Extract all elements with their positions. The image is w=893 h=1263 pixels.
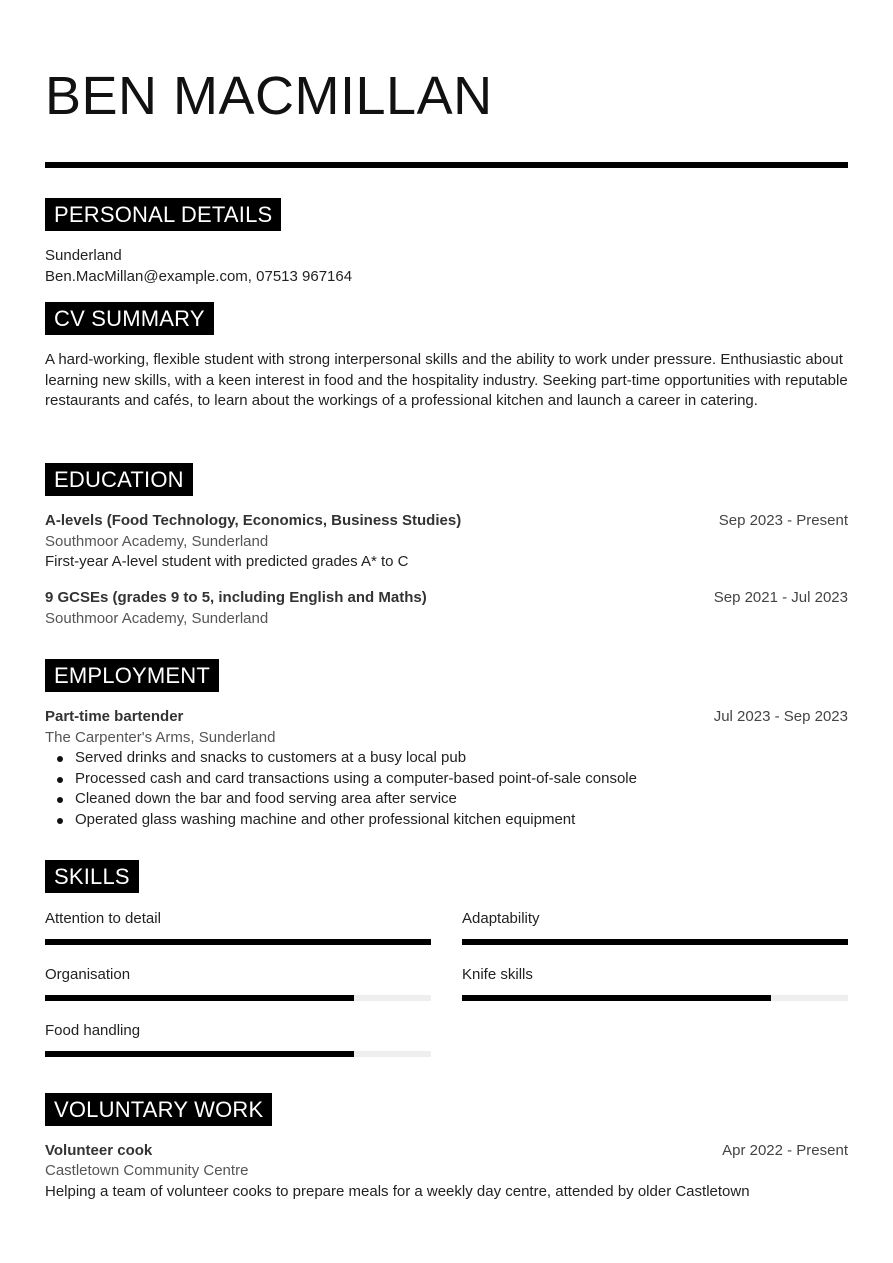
volunteer-organisation: Castletown Community Centre [45,1162,249,1179]
list-item: Cleaned down the bar and food serving area after service [45,789,848,810]
job-title: Part-time bartender [45,708,184,725]
skill-label: Adaptability [462,910,540,927]
candidate-name: BEN MACMILLAN [45,66,493,126]
volunteer-description: Helping a team of volunteer cooks to prepare meals for a weekly day centre, attended by older Castletown [45,1183,750,1200]
skill-level-bar [45,995,431,1001]
header-divider [45,162,848,168]
employer: The Carpenter's Arms, Sunderland [45,729,276,746]
skill-item [462,909,848,945]
location: Sunderland [45,247,122,264]
job-dates: Jul 2023 - Sep 2023 [713,708,848,725]
skill-label: Organisation [45,966,131,983]
skill-level-bar [462,939,848,945]
skill-level-bar [45,939,431,945]
section-heading-skills: SKILLS [45,860,139,893]
skill-level-bar [462,995,848,1001]
education-title: 9 GCSEs (grades 9 to 5, including English and Maths) [45,589,427,606]
skill-item [45,1021,431,1057]
skill-level-fill [45,1051,354,1057]
education-title: A-levels (Food Technology, Economics, Business Studies) [45,512,462,529]
cv-page [45,0,848,1263]
education-institution: Southmoor Academy, Sunderland [45,533,269,550]
summary-text: A hard-working, flexible student with strong interpersonal skills and the ability to work under pressure. Enthusiastic about learning new skills, with a keen interest in food and the hospitality industry. Seeking part-time opportunities with reputable restaurants and cafés, to learn about the workings of a professional kitchen and launch a career in catering. [45,351,848,410]
education-institution: Southmoor Academy, Sunderland [45,610,269,627]
skill-level-bar [45,1051,431,1057]
section-heading-education: EDUCATION [45,463,193,496]
skill-label: Food handling [45,1022,141,1039]
section-heading-employment: EMPLOYMENT [45,659,219,692]
education-dates: Sep 2021 - Jul 2023 [713,589,848,606]
section-heading-personal-details: PERSONAL DETAILS [45,198,281,231]
volunteer-role: Volunteer cook [45,1142,153,1159]
skill-level-fill [45,995,354,1001]
list-item: Served drinks and snacks to customers at a busy local pub [45,748,848,769]
skill-item [45,965,431,1001]
skill-label: Attention to detail [45,910,161,927]
skill-item [462,965,848,1001]
skill-level-fill [462,995,771,1001]
education-dates: Sep 2023 - Present [718,512,848,529]
list-item: Processed cash and card transactions using a computer-based point-of-sale console [45,769,848,790]
list-item: Operated glass washing machine and other professional kitchen equipment [45,810,848,831]
skill-level-fill [462,939,848,945]
section-heading-cv-summary: CV SUMMARY [45,302,214,335]
job-duties-list [45,748,848,831]
contact-details: Ben.MacMillan@example.com, 07513 967164 [45,268,353,285]
skill-level-fill [45,939,431,945]
volunteer-dates: Apr 2022 - Present [722,1142,848,1159]
education-note: First-year A-level student with predicted grades A* to C [45,553,409,570]
skill-item [45,909,431,945]
section-heading-voluntary-work: VOLUNTARY WORK [45,1093,272,1126]
skill-label: Knife skills [462,966,533,983]
